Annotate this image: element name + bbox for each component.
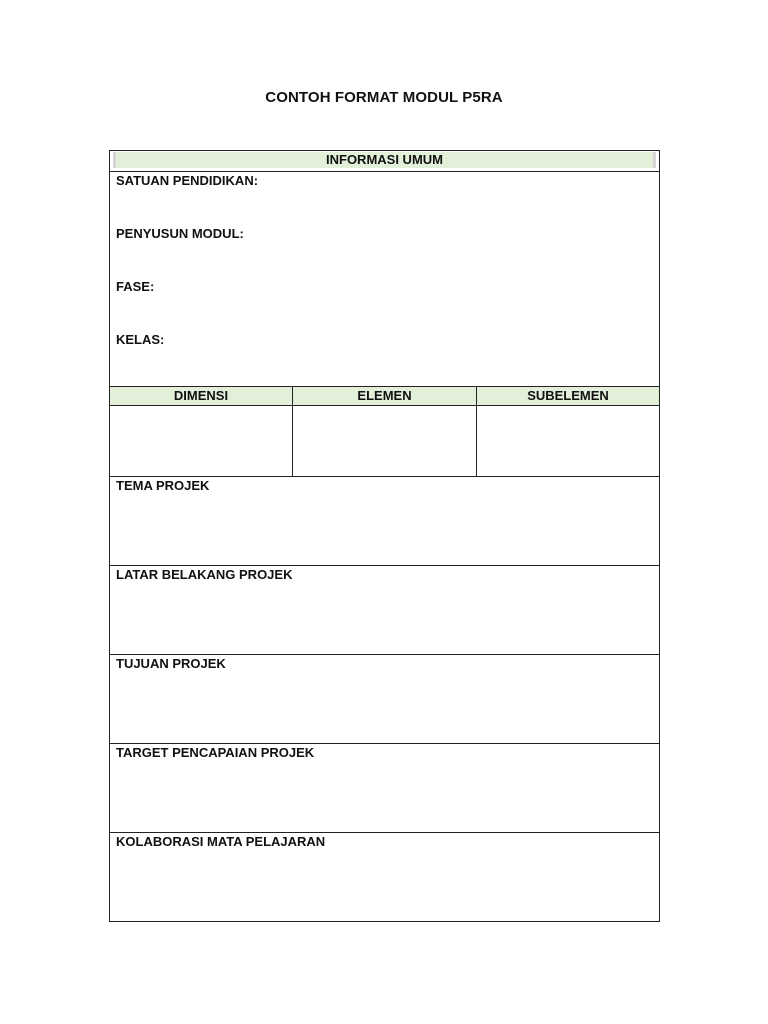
field-satuan-pendidikan: SATUAN PENDIDIKAN: <box>116 173 259 188</box>
section-latar-belakang[interactable] <box>110 566 660 655</box>
field-fase: FASE: <box>116 279 155 294</box>
info-header-label: INFORMASI UMUM <box>113 152 656 168</box>
column-header-row <box>110 387 660 406</box>
section-row <box>110 477 660 566</box>
section-tema-projek-label: TEMA PROJEK <box>116 478 210 493</box>
section-row <box>110 744 660 833</box>
info-fields-row <box>110 172 660 387</box>
column-header-subelemen: SUBELEMEN <box>477 387 660 406</box>
field-penyusun-modul: PENYUSUN MODUL: <box>116 226 244 241</box>
section-row <box>110 833 660 922</box>
section-tujuan-projek[interactable] <box>110 655 660 744</box>
info-header-cell <box>110 151 660 172</box>
section-tema-projek[interactable] <box>110 477 660 566</box>
subelemen-input-cell[interactable] <box>477 406 660 477</box>
module-form-table <box>109 150 660 922</box>
field-kelas: KELAS: <box>116 332 165 347</box>
dimension-input-row <box>110 406 660 477</box>
section-row <box>110 566 660 655</box>
column-header-dimensi: DIMENSI <box>110 387 293 406</box>
elemen-input-cell[interactable] <box>293 406 477 477</box>
info-fields-cell[interactable] <box>110 172 660 387</box>
section-kolaborasi[interactable] <box>110 833 660 922</box>
section-target-pencapaian[interactable] <box>110 744 660 833</box>
section-tujuan-projek-label: TUJUAN PROJEK <box>116 656 226 671</box>
dimensi-input-cell[interactable] <box>110 406 293 477</box>
section-kolaborasi-label: KOLABORASI MATA PELAJARAN <box>116 834 326 849</box>
column-header-elemen: ELEMEN <box>293 387 477 406</box>
section-row <box>110 655 660 744</box>
section-target-pencapaian-label: TARGET PENCAPAIAN PROJEK <box>116 745 315 760</box>
section-latar-belakang-label: LATAR BELAKANG PROJEK <box>116 567 293 582</box>
info-header-row <box>110 151 660 172</box>
page-title: CONTOH FORMAT MODUL P5RA <box>265 89 503 106</box>
